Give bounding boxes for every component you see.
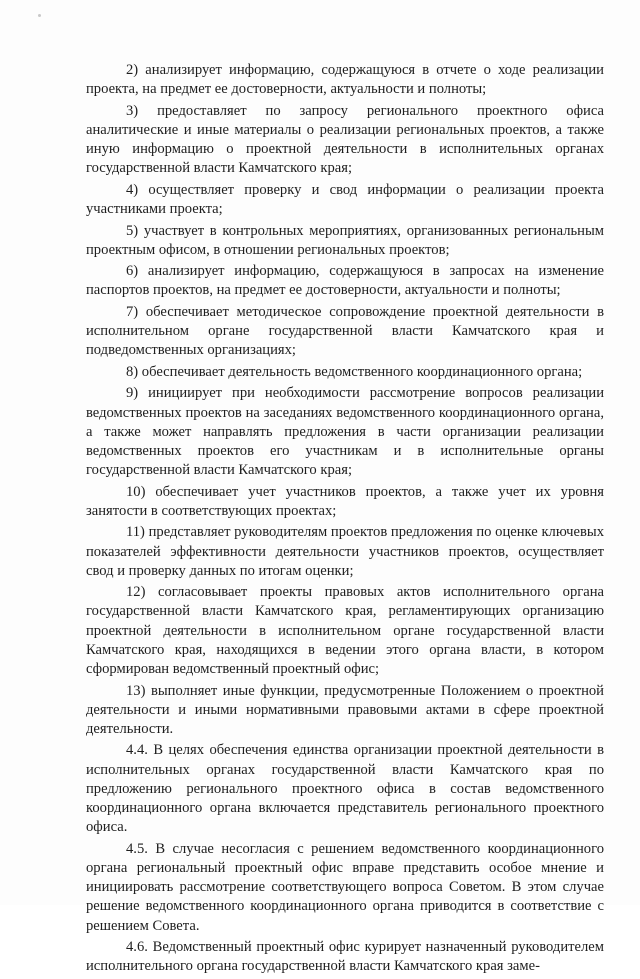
paragraph-section-4-6: 4.6. Ведомственный проектный офис курирует назначенный руководителем исполнительного органа государственной власти Камчатского края заме- <box>86 939 604 975</box>
paragraph-section-4-4: 4.4. В целях обеспечения единства организации проектной деятельности в исполнительных органах государственной власти Камчатского края по предложению регионального проектного офиса в состав ведомственного координационного органа включается представитель регионального проектного офиса. <box>86 742 604 836</box>
paragraph-item-2: 2) анализирует информацию, содержащуюся в отчете о ходе реализации проекта, на предмет ее достоверности, актуальности и полноты; <box>86 62 604 98</box>
paragraph-item-4: 4) осуществляет проверку и свод информации о реализации проекта участниками проекта; <box>86 181 604 218</box>
paragraph-item-3: 3) предоставляет по запросу регионального проектного офиса аналитические и иные материалы о реализации региональных проектов, а также иную информацию о проектной деятельности в исполнительных органах государственной власти Камчатского края; <box>86 102 604 177</box>
document-body <box>86 61 604 979</box>
paragraph-item-7: 7) обеспечивает методическое сопровождение проектной деятельности в исполнительном органе государственной власти Камчатского края и подведомственных организациях; <box>86 303 604 359</box>
paragraph-item-12: 12) согласовывает проекты правовых актов исполнительного органа государственной власти Камчатского края, регламентирующих организацию проектной деятельности в исполнительном органе государственной власти Камчатского края, находящихся в ведении этого органа власти, в котором сформирован ведомственный проектный офис; <box>86 584 604 678</box>
paragraph-item-11: 11) представляет руководителям проектов предложения по оценке ключевых показателей эффективности деятельности участников проектов, осуществляет свод и проверку данных по итогам оценки; <box>86 524 604 579</box>
scan-speck <box>38 14 41 17</box>
paragraph-item-6: 6) анализирует информацию, содержащуюся в запросах на изменение паспортов проектов, на предмет ее достоверности, актуальности и полноты; <box>86 263 604 299</box>
paragraph-item-10: 10) обеспечивает учет участников проектов, а также учет их уровня занятости в соответствующих проектах; <box>86 483 604 519</box>
paragraph-item-13: 13) выполняет иные функции, предусмотренные Положением о проектной деятельности и иными нормативными правовыми актами в сфере проектной деятельности. <box>86 682 604 737</box>
paragraph-section-4-5: 4.5. В случае несогласия с решением ведомственного координационного органа региональный проектный офис вправе представить особое мнение и инициировать рассмотрение соответствующего вопроса Советом. В этом случае решение ведомственного координационного органа приводится в соответствие с решением Совета. <box>86 840 604 934</box>
paragraph-item-5: 5) участвует в контрольных мероприятиях, организованных региональным проектным офисом, в отношении региональных проектов; <box>86 222 604 258</box>
paragraph-item-9: 9) инициирует при необходимости рассмотрение вопросов реализации ведомственных проектов на заседаниях ведомственного координационного органа, а также может направлять предложения в части организации реализации ведомственных проектов его участникам и в исполнительные органы государственной власти Камчатского края; <box>86 385 604 479</box>
paragraph-item-8: 8) обеспечивает деятельность ведомственного координационного органа; <box>126 363 583 380</box>
